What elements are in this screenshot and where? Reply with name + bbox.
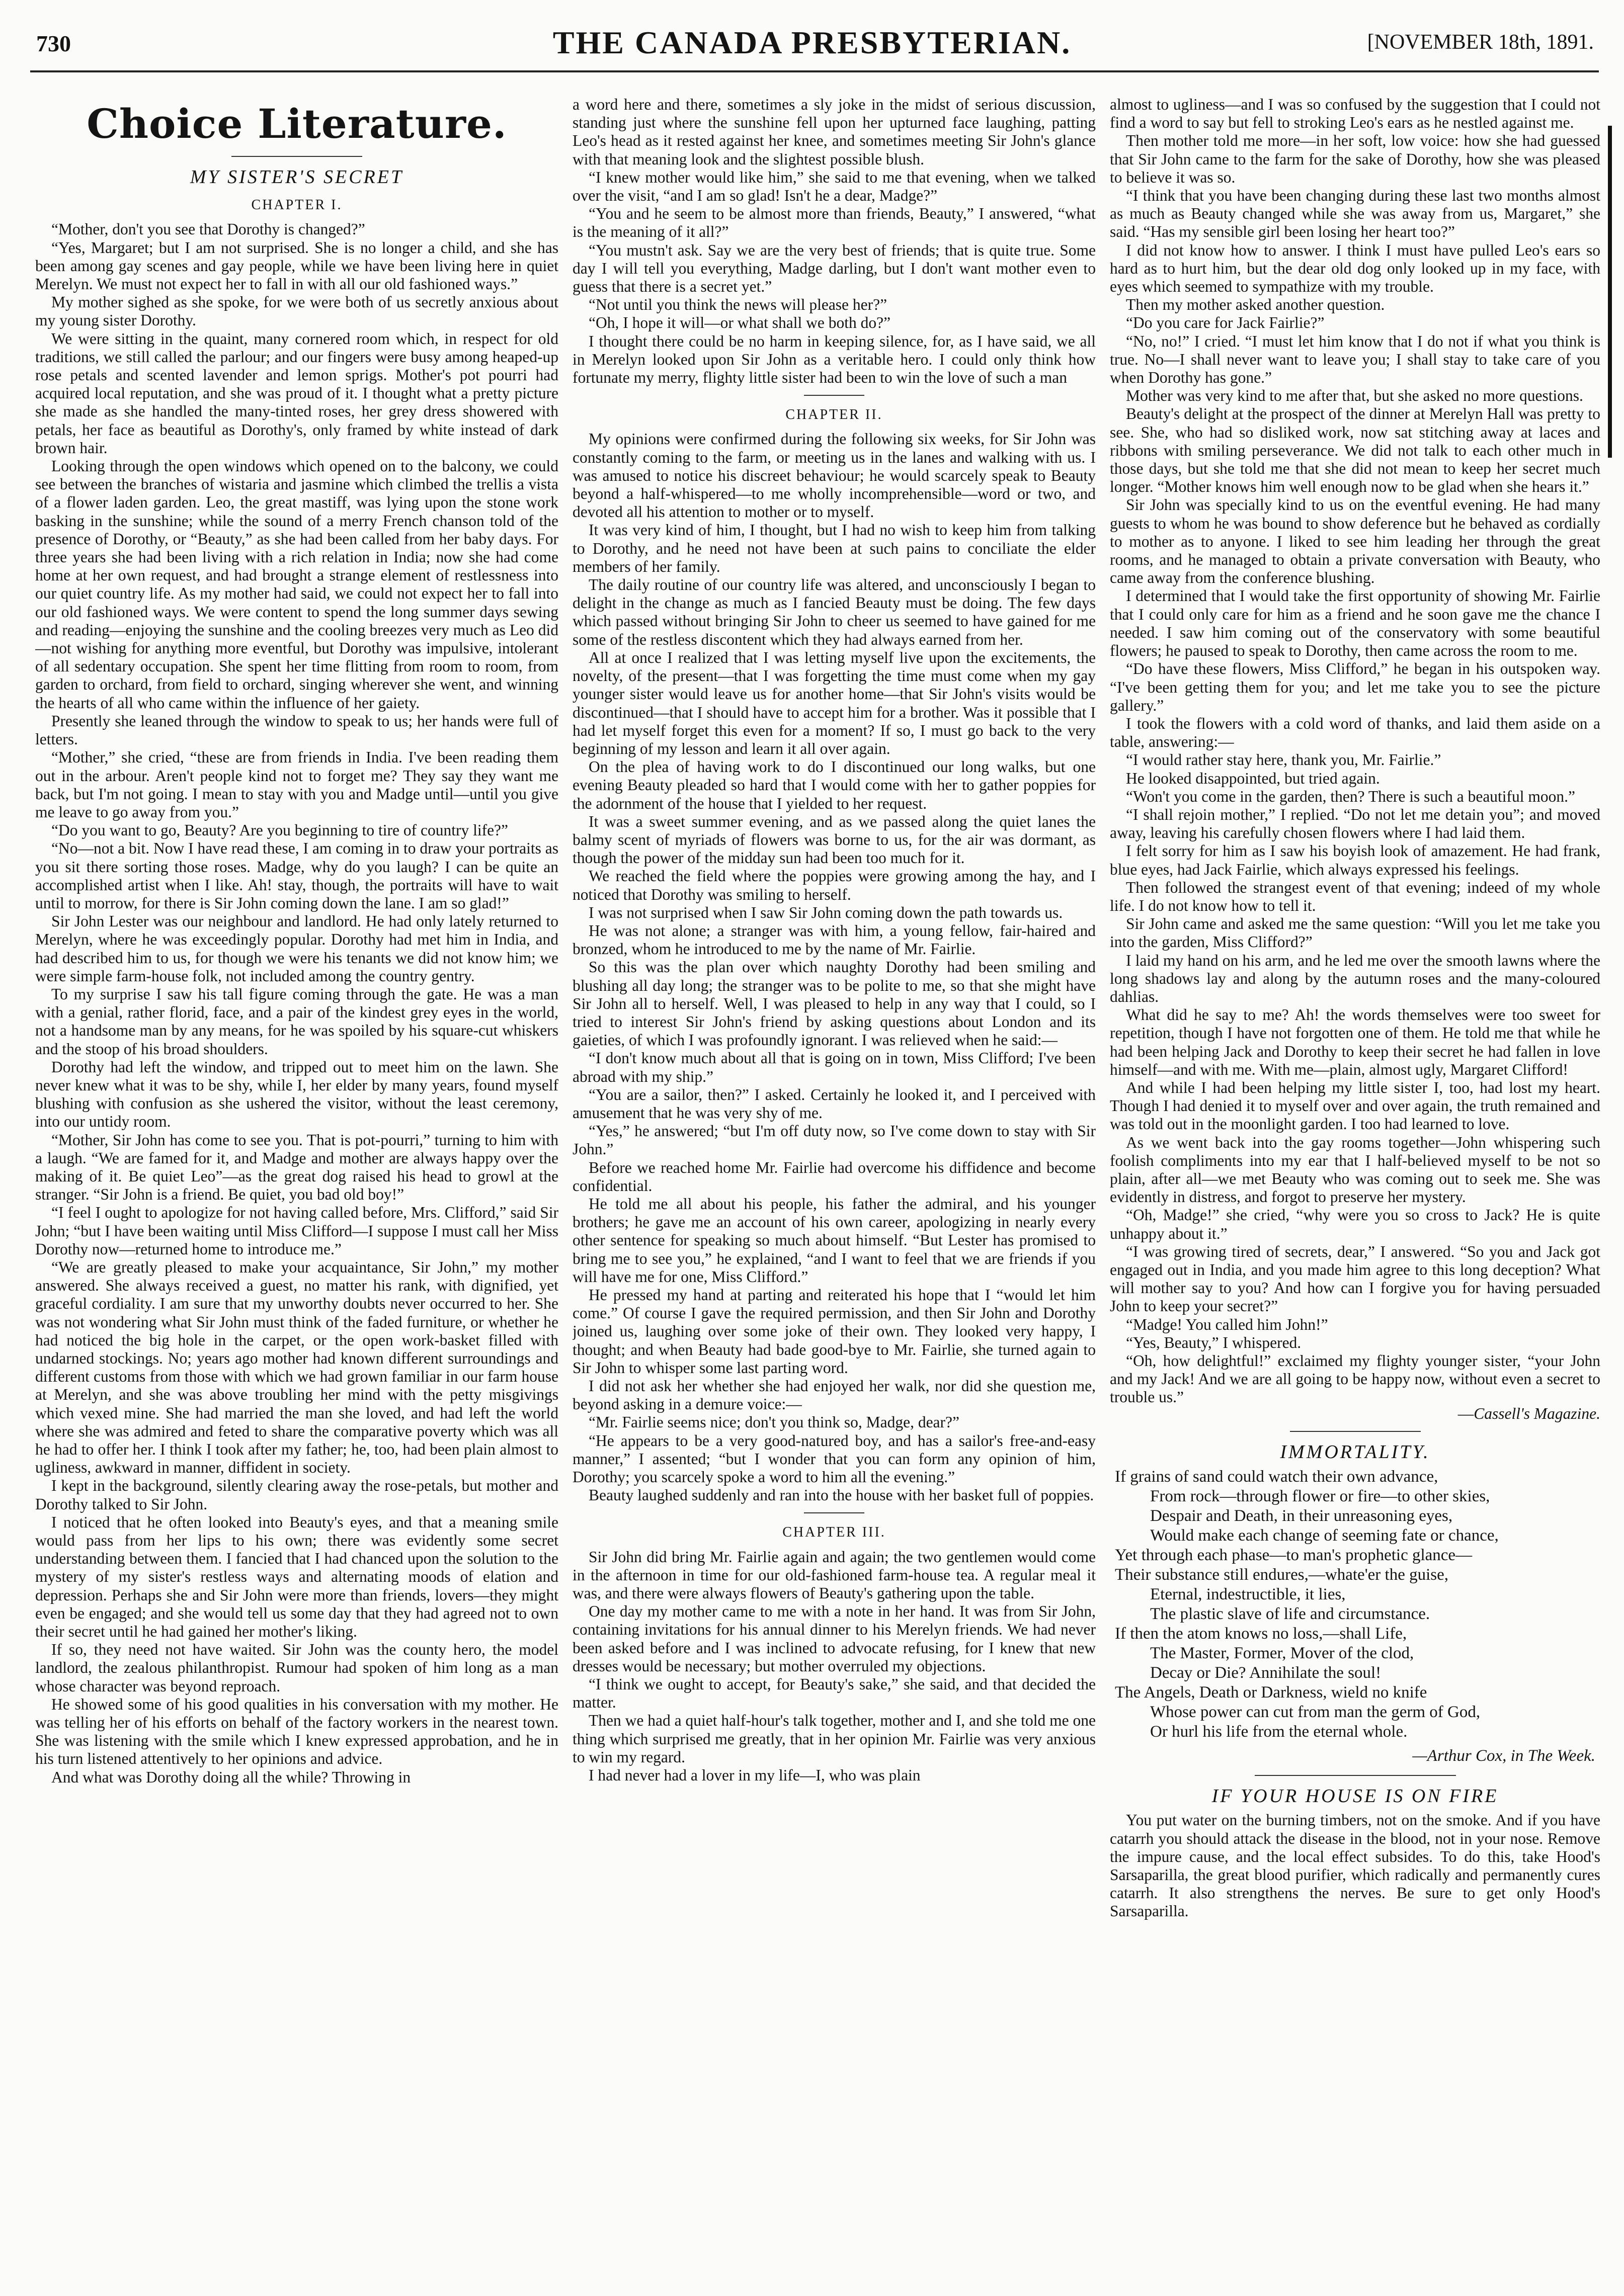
column-3: [1110, 96, 1600, 2273]
poem-line: The Angels, Death or Darkness, wield no knife: [1115, 1683, 1427, 1702]
masthead: THE CANADA PRESBYTERIAN.: [552, 25, 1072, 60]
paragraph: “Do have these flowers, Miss Clifford,” he began in his outspoken way. “I've been getting them for you; and let me take you to see the picture gallery.”: [1110, 660, 1600, 714]
paragraph: I felt sorry for him as I saw his boyish look of amazement. He had frank, blue eyes, had Jack Fairlie, which always expressed his feelings.: [1110, 842, 1600, 878]
paragraph: “Do you want to go, Beauty? Are you beginning to tire of country life?”: [51, 821, 509, 839]
poem-line: If grains of sand could watch their own advance,: [1115, 1468, 1438, 1486]
chapter-3-heading: CHAPTER III.: [782, 1524, 886, 1541]
poem-line: Yet through each phase—to man's prophetic glance—: [1115, 1546, 1473, 1565]
paragraph: “I don't know much about all that is going on in town, Miss Clifford; I've been abroad with my ship.”: [573, 1049, 1096, 1085]
poem-line: Whose power can cut from man the germ of God,: [1150, 1703, 1481, 1722]
paragraph: He looked disappointed, but tried again.: [1126, 769, 1380, 787]
paragraph: I took the flowers with a cold word of thanks, and laid them aside on a table, answering:—: [1110, 714, 1600, 751]
paragraph: “Yes, Margaret; but I am not surprised. She is no longer a child, and she has been among gay scenes and gay people, while we have been living here in quiet Merelyn. We must not expect her to fall in with all our old fashioned ways.”: [35, 238, 558, 293]
paragraph: Beauty's delight at the prospect of the dinner at Merelyn Hall was pretty to see. She, who had so disliked work, now sat stitching away at laces and ribbons with smiling perseverance. We did not talk to each other much in those days, but she told me that she did not mean to keep her secret much longer. “Mother knows him well enough now to be glad when she hears it.”: [1110, 405, 1600, 496]
paragraph: “Not until you think the news will please her?”: [589, 296, 887, 314]
paragraph: He was not alone; a stranger was with him, a young fellow, fair-haired and bronzed, whom he introduced to me by the name of Mr. Fairlie.: [573, 921, 1096, 958]
poem-line: The plastic slave of life and circumstance.: [1150, 1605, 1430, 1624]
poem-line: If then the atom knows no loss,—shall Life,: [1115, 1625, 1407, 1643]
section-divider: [1255, 1775, 1456, 1776]
paragraph: One day my mother came to me with a note in her hand. It was from Sir John, containing invitations for his annual dinner to his Merelyn friends. We had never been asked before and I was inclined to advocate refusing, for I knew that new dresses would be necessary; but mother overruled my objections.: [573, 1602, 1096, 1675]
paragraph: I kept in the background, silently clearing away the rose-petals, but mother and Dorothy talked to Sir John.: [35, 1477, 558, 1513]
paragraph: He showed some of his good qualities in his conversation with my mother. He was telling her of his efforts on behalf of the factory workers in the nearest town. She was listening with the smile which I knew expressed approbation, and he in his turn listened attentively to her opinions and advice.: [35, 1695, 558, 1768]
paragraph: My opinions were confirmed during the following six weeks, for Sir John was constantly coming to the farm, or meeting us in the lanes and walking with us. I was amused to notice his discreet behaviour; he would scarcely speak to Beauty beyond a half-whispered—to me wholly incomprehensible—word or two, and devoted all his attention to mother or to myself.: [573, 430, 1096, 521]
heading-rule: [231, 156, 362, 157]
paragraph: “I was growing tired of secrets, dear,” I answered. “So you and Jack got engaged out in India, and you made him agree to this long deception? What will mother say to you? And how can I forgive you for having persuaded John to keep your secret?”: [1110, 1242, 1600, 1315]
paragraph: “Mother, Sir John has come to see you. That is pot-pourri,” turning to him with a laugh. “We are famed for it, and Madge and mother are always happy over the making of it. Be quiet Leo”—as the great dog raised his head to growl at the stranger. “Sir John is a friend. Be quiet, you bad old boy!”: [35, 1131, 558, 1204]
poem-line: Would make each change of seeming fate or chance,: [1150, 1526, 1499, 1545]
paragraph: I did not ask her whether she had enjoyed her walk, nor did she question me, beyond asking in a demure voice:—: [573, 1377, 1096, 1413]
chapter-2-body: [573, 430, 1096, 1504]
paragraph: “Do you care for Jack Fairlie?”: [1126, 314, 1325, 332]
paragraph: All at once I realized that I was letting myself live upon the excitements, the novelty, of the present—that I was forgetting the time must come when my gay younger sister would leave us for another home—that Sir John's visits would be discontinued—that I should have to accept him for a brother. Was it possible that I had let myself forget this even for a moment? If so, I must go back to the very beginning of my lesson and learn it all over again.: [573, 648, 1096, 757]
paragraph: Then we had a quiet half-hour's talk together, mother and I, and she told me one thing which surprised me greatly, that in her opinion Mr. Fairlie was very anxious to win my regard.: [573, 1712, 1096, 1766]
paragraph: I determined that I would take the first opportunity of showing Mr. Fairlie that I could only care for him as a friend and he soon gave me the chance I needed. I saw him coming out of the conservatory with some beautiful flowers; he paused to speak to Dorothy, then came across the room to me.: [1110, 587, 1600, 660]
paragraph: “Mother, don't you see that Dorothy is changed?”: [51, 220, 365, 238]
story-title: MY SISTER'S SECRET: [190, 166, 404, 188]
section-heading: Choice Literature.: [87, 100, 507, 147]
story-credit: —Cassell's Magazine.: [1457, 1404, 1600, 1422]
paragraph: “Yes, Beauty,” I whispered.: [1126, 1333, 1302, 1351]
chapter-3-body: [573, 1548, 1096, 1785]
paragraph: The daily routine of our country life was altered, and unconsciously I began to delight in the change as much as I fancied Beauty must be doing. The few days which passed without bringing Sir John to cheer us seemed to have gained for me some of the restless discontent which they had always earned from her.: [573, 576, 1096, 648]
paragraph: “I shall rejoin mother,” I replied. “Do not let me detain you”; and moved away, leaving his carefully chosen flowers where I had laid them.: [1110, 805, 1600, 842]
poem-title: IMMORTALITY.: [1280, 1441, 1430, 1463]
paragraph: Presently she leaned through the window to speak to us; her hands were full of letters.: [35, 712, 558, 748]
chapter-2-heading: CHAPTER II.: [785, 407, 883, 423]
paragraph: Mother was very kind to me after that, but she asked no more questions.: [1126, 387, 1583, 405]
paragraph: “I knew mother would like him,” she said to me that evening, when we talked over the visit, “and I am so glad! Isn't he a dear, Madge?”: [573, 168, 1096, 205]
paragraph: “No, no!” I cried. “I must let him know that I do not if what you think is true. No—I shall never want to leave you; I shall stay to take care of you when Dorothy has gone.”: [1110, 332, 1600, 387]
paragraph: “I think that you have been changing during these last two months almost as much as Beauty changed while she was away from us, Margaret,” she said. “Has my sensible girl been losing her heart too?”: [1110, 187, 1600, 241]
paragraph: “Madge! You called him John!”: [1126, 1315, 1328, 1333]
paragraph: Before we reached home Mr. Fairlie had overcome his diffidence and become confidential.: [573, 1158, 1096, 1195]
poem-line: Eternal, indestructible, it lies,: [1150, 1585, 1346, 1604]
column-1: [35, 96, 558, 2273]
paragraph: Beauty laughed suddenly and ran into the house with her basket full of poppies.: [589, 1486, 1094, 1504]
paragraph: We were sitting in the quaint, many cornered room which, in respect for old traditions, we still called the parlour; and our fingers were busy among heaped-up rose petals and scented lavender and lemon sprigs. Mother's pot pourri had acquired local reputation, and she was proud of it. I thought what a pretty picture she made as she handled the many-tinted roses, her grey dress showered with petals, her face as beautiful as Dorothy's, only framed by white instead of dark brown hair.: [35, 329, 558, 457]
paragraph: My mother sighed as she spoke, for we were both of us secretly anxious about my young sister Dorothy.: [35, 293, 558, 329]
header-rule: [30, 70, 1599, 72]
paragraph: Then mother told me more—in her soft, low voice: how she had guessed that Sir John came to the farm for the sake of Dorothy, how she was pleased to believe it was so.: [1110, 132, 1600, 186]
advert-title: IF YOUR HOUSE IS ON FIRE: [1211, 1785, 1499, 1807]
advert-text: You put water on the burning timbers, not on the smoke. And if you have catarrh you should attack the disease in the blood, not in your nose. Remove the impure cause, and the local effect subsides. To do this, take Hood's Sarsaparilla, the great blood purifier, which radically and permanently cures catarrh. It also strengthens the nerves. Be sure to get only Hood's Sarsaparilla.: [1110, 1811, 1600, 1920]
column-2: [573, 96, 1096, 2273]
paragraph: Then followed the strangest event of that evening; indeed of my whole life. I do not know how to tell it.: [1110, 878, 1600, 914]
paragraph: almost to ugliness—and I was so confused by the suggestion that I could not find a word to say but fell to stroking Leo's ears as he nestled against me.: [1110, 96, 1600, 132]
chapter-1-body: [35, 220, 558, 1786]
paragraph: “I think we ought to accept, for Beauty's sake,” she said, and that decided the matter.: [573, 1675, 1096, 1712]
paragraph: Sir John was specially kind to us on the eventful evening. He had many guests to whom he was bound to show deference but he behaved as cordially to mother as to anyone. I liked to see him leading her through the great rooms, and he managed to obtain a private conversation with Beauty, who came away from the conference blushing.: [1110, 496, 1600, 587]
paragraph: “You mustn't ask. Say we are the very best of friends; that is quite true. Some day I will tell you everything, Madge darling, but I don't want mother even to guess that there is a secret yet.”: [573, 241, 1096, 296]
paragraph: Sir John did bring Mr. Fairlie again and again; the two gentlemen would come in the afternoon in time for our old-fashioned farm-house tea. A regular meal it was, and there were always flowers of Beauty's gathering upon the table.: [573, 1548, 1096, 1602]
paragraph: He told me all about his people, his father the admiral, and his younger brothers; he gave me an account of his own career, apologizing in nearly every other sentence for speaking so much about himself. “But Lester has promised to bring me to see you,” he explained, “and I want to feel that we are friends if you will have me for one, Miss Clifford.”: [573, 1195, 1096, 1286]
column-edge-bar: [1608, 126, 1612, 458]
paragraph: a word here and there, sometimes a sly joke in the midst of serious discussion, standing just where the sunshine fell upon her upturned face laughing, patting Leo's head as it rested against her knee, and sometimes meeting Sir John's glance with that meaning look and the slightest possible blush.: [573, 96, 1096, 168]
paragraph: He pressed my hand at parting and reiterated his hope that I “would let him come.” Of course I gave the required permission, and then Sir John and Dorothy joined us, laughing over some joke of their own. They looked very happy, I thought; and when Beauty had bade good-bye to Mr. Fairlie, she turned again to Sir John to whisper some last parting word.: [573, 1286, 1096, 1377]
paragraph: Sir John came and asked me the same question: “Will you let me take you into the garden, Miss Clifford?”: [1110, 915, 1600, 951]
paragraph: I was not surprised when I saw Sir John coming down the path towards us.: [589, 903, 1063, 921]
paragraph: I did not know how to answer. I think I must have pulled Leo's ears so hard as to hurt him, but the dear old dog only looked up in my face, with eyes which seemed to sympathize with my trouble.: [1110, 241, 1600, 296]
chapter-divider: [804, 1512, 864, 1513]
paragraph: To my surprise I saw his tall figure coming through the gate. He was a man with a genial, rather florid, face, and a pair of the kindest grey eyes in the world, not a handsome man by any means, for he was spoiled by his square-cut whiskers and the stoop of his broad shoulders.: [35, 985, 558, 1058]
paragraph: We reached the field where the poppies were growing among the hay, and I noticed that Dorothy was smiling to herself.: [573, 867, 1096, 903]
paragraph: I thought there could be no harm in keeping silence, for, as I have said, we all in Merelyn looked upon Sir John as a veritable hero. I could only think how fortunate my merry, flighty little sister had been to win the love of such a man: [573, 332, 1096, 387]
paragraph: Dorothy had left the window, and tripped out to meet him on the lawn. She never knew what it was to be shy, while I, her elder by many years, found myself blushing with confusion as she ushered the visitor, without the least ceremony, into our untidy room.: [35, 1058, 558, 1131]
paragraph: I laid my hand on his arm, and he led me over the smooth lawns where the long shadows lay and along by the autumn roses and the many-coloured dahlias.: [1110, 951, 1600, 1005]
paragraph: Then my mother asked another question.: [1126, 296, 1385, 314]
story-continuation: [573, 96, 1096, 387]
paragraph: “You and he seem to be almost more than friends, Beauty,” I answered, “what is the meaning of it all?”: [573, 205, 1096, 241]
poem-line: Their substance still endures,—whate'er the guise,: [1115, 1566, 1448, 1584]
paragraph: As we went back into the gay rooms together—John whispering such foolish compliments into my ear that I half-believed myself to be not so plain, after all—we met Beauty who was coming out to seek me. She was evidently in distress, and forgot to preserve her mystery.: [1110, 1133, 1600, 1206]
page-number: 730: [36, 31, 71, 56]
paragraph: It was a sweet summer evening, and as we passed along the quiet lanes the balmy scent of myriads of flowers was borne to us, for the air was dormant, as though the power of the midday sun had been too much for it.: [573, 812, 1096, 867]
paragraph: On the plea of having work to do I discontinued our long walks, but one evening Beauty pleaded so hard that I would come with her to gather poppies for the adornment of the house that I yielded to her request.: [573, 758, 1096, 812]
poem-line: The Master, Former, Mover of the clod,: [1150, 1644, 1414, 1663]
paragraph: “Oh, I hope it will—or what shall we both do?”: [589, 314, 891, 332]
paragraph: And what was Dorothy doing all the while? Throwing in: [51, 1768, 411, 1786]
paragraph: And while I had been helping my little sister I, too, had lost my heart. Though I had denied it to myself over and over again, the truth remained and was told out in the moonlight garden. I too had learned to love.: [1110, 1078, 1600, 1133]
paragraph: Sir John Lester was our neighbour and landlord. He had only lately returned to Merelyn, where he was exceedingly popular. Dorothy had met him in India, and had described him to us, for though we were his tenants we did not know him; we were simple farm-house folk, not included among the country gentry.: [35, 912, 558, 985]
poem-body: [1115, 1467, 1600, 1742]
paragraph: “Mr. Fairlie seems nice; don't you think so, Madge, dear?”: [589, 1413, 959, 1431]
paragraph: If so, they need not have waited. Sir John was the county hero, the model landlord, the zealous philanthropist. Rumour had spoken of him long as a man whose character was beyond reproach.: [35, 1641, 558, 1695]
chapter-1-heading: CHAPTER I.: [251, 197, 343, 213]
issue-date: [NOVEMBER 18th, 1891.: [1367, 31, 1594, 54]
poem-line: Or hurl his life from the eternal whole.: [1150, 1723, 1408, 1741]
paragraph: “Oh, how delightful!” exclaimed my flighty younger sister, “your John and my Jack! And we are all going to be happy now, without even a secret to trouble us.”: [1110, 1352, 1600, 1406]
poem-attribution: —Arthur Cox, in The Week.: [1412, 1747, 1595, 1765]
chapter-divider: [804, 395, 864, 396]
paragraph: “We are greatly pleased to make your acquaintance, Sir John,” my mother answered. She always received a guest, no matter his rank, with dignified, yet graceful cordiality. I am sure that my unworthy doubts never occurred to her. She was not wondering what Sir John must think of the faded furniture, or whether he had noticed the big hole in the carpet, or the open work-basket filled with undarned stockings. No; years ago mother had known different surroundings and different customs from those with which we had grown familiar in our farm house at Merelyn, and she was above troubling her mind with the petty misgivings which vexed mine. She had married the man she loved, and had left the world where she was admired and feted to share the comparative poverty which was all he had to offer her. I think I took after my father; he, too, had been plain almost to ugliness, awkward in manner, diffident in society.: [35, 1258, 558, 1477]
paragraph: “I feel I ought to apologize for not having called before, Mrs. Clifford,” said Sir John; “but I have been waiting until Miss Clifford—I suppose I must call her Miss Dorothy now—returned home to introduce me.”: [35, 1204, 558, 1258]
paragraph: “You are a sailor, then?” I asked. Certainly he looked it, and I perceived with amusement that he was very shy of me.: [573, 1085, 1096, 1122]
paragraph: “I would rather stay here, thank you, Mr. Fairlie.”: [1126, 751, 1441, 769]
story-conclusion: [1110, 96, 1600, 1407]
paragraph: So this was the plan over which naughty Dorothy had been smiling and blushing all day long; the stranger was to be polite to me, so that she might have Sir John all to herself. Well, I was pleased to help in any way that I could, so I tried to interest Sir John's friend by asking questions about London and its gaieties, of which I was profoundly ignorant. I was relieved when he said:—: [573, 958, 1096, 1049]
paragraph: I noticed that he often looked into Beauty's eyes, and that a meaning smile would pass from her lips to his own; there was evidently some secret understanding between them. I fancied that I had chanced upon the solution to the mystery of my sister's restless ways and alternating moods of elation and depression. Perhaps she and Sir John were more than friends, lovers—they might even be engaged; and she would tell us some day that they had agreed not to own their secret until he had gained her mother's liking.: [35, 1513, 558, 1641]
paragraph: I had never had a lover in my life—I, who was plain: [589, 1766, 921, 1784]
paragraph: Looking through the open windows which opened on to the balcony, we could see between the branches of wistaria and jasmine which climbed the trellis a vista of a flower laden garden. Leo, the great mastiff, was lying upon the stone work basking in the sunshine; while the sound of a merry French chanson told of the presence of Dorothy, or “Beauty,” as she had been called from her baby days. For three years she had been living with a rich relation in India; now she had come home at her own request, and had brought a strange element of restlessness into our quiet country life. As my mother had said, we could not expect her to fall into our old fashioned ways. We were content to spend the long summer days sewing and reading—enjoying the sunshine and the cooling breezes very much as Leo did—not wishing for anything more eventful, but Dorothy was impulsive, intolerant of all sedentary occupation. She spent her time flitting from room to room, from garden to orchard, from field to orchard, singing wherever she went, and winning the hearts of all who came within the influence of her gaiety.: [35, 457, 558, 712]
poem-line: Decay or Die? Annihilate the soul!: [1150, 1664, 1382, 1682]
paragraph: “He appears to be a very good-natured boy, and has a sailor's free-and-easy manner,” I assented; “but I wonder that you can form any opinion of him, Dorothy; you scarcely spoke a word to him all the evening.”: [573, 1431, 1096, 1486]
paragraph: “Mother,” she cried, “these are from friends in India. I've been reading them out in the arbour. Aren't people kind not to forget me? They say they want me back, but I'm not going. I mean to stay with you and Madge until—until you give me leave to go away from you.”: [35, 748, 558, 821]
section-divider: [1290, 1431, 1421, 1432]
paragraph: What did he say to me? Ah! the words themselves were too sweet for repetition, though I have not forgotten one of them. He told me that while he had been helping Jack and Dorothy to keep their secret he had fallen in love himself—and with me. With me—plain, almost ugly, Margaret Clifford!: [1110, 1006, 1600, 1078]
paragraph: It was very kind of him, I thought, but I had no wish to keep him from talking to Dorothy, and he need not have been at such pains to conciliate the elder members of her family.: [573, 521, 1096, 575]
paragraph: “No—not a bit. Now I have read these, I am coming in to draw your portraits as you sit there sorting those roses. Madge, why do you laugh? I can be quite an accomplished artist when I like. Ah! stay, though, the portraits will have to wait until to morrow, for there is Sir John coming down the lane. I am so glad!”: [35, 839, 558, 912]
poem-line: Despair and Death, in their unreasoning eyes,: [1150, 1507, 1453, 1525]
paragraph: “Oh, Madge!” she cried, “why were you so cross to Jack? He is quite unhappy about it.”: [1110, 1206, 1600, 1242]
paragraph: “Yes,” he answered; “but I'm off duty now, so I've come down to stay with Sir John.”: [573, 1122, 1096, 1158]
poem-line: From rock—through flower or fire—to other skies,: [1150, 1487, 1490, 1506]
paragraph: “Won't you come in the garden, then? There is such a beautiful moon.”: [1126, 787, 1576, 805]
